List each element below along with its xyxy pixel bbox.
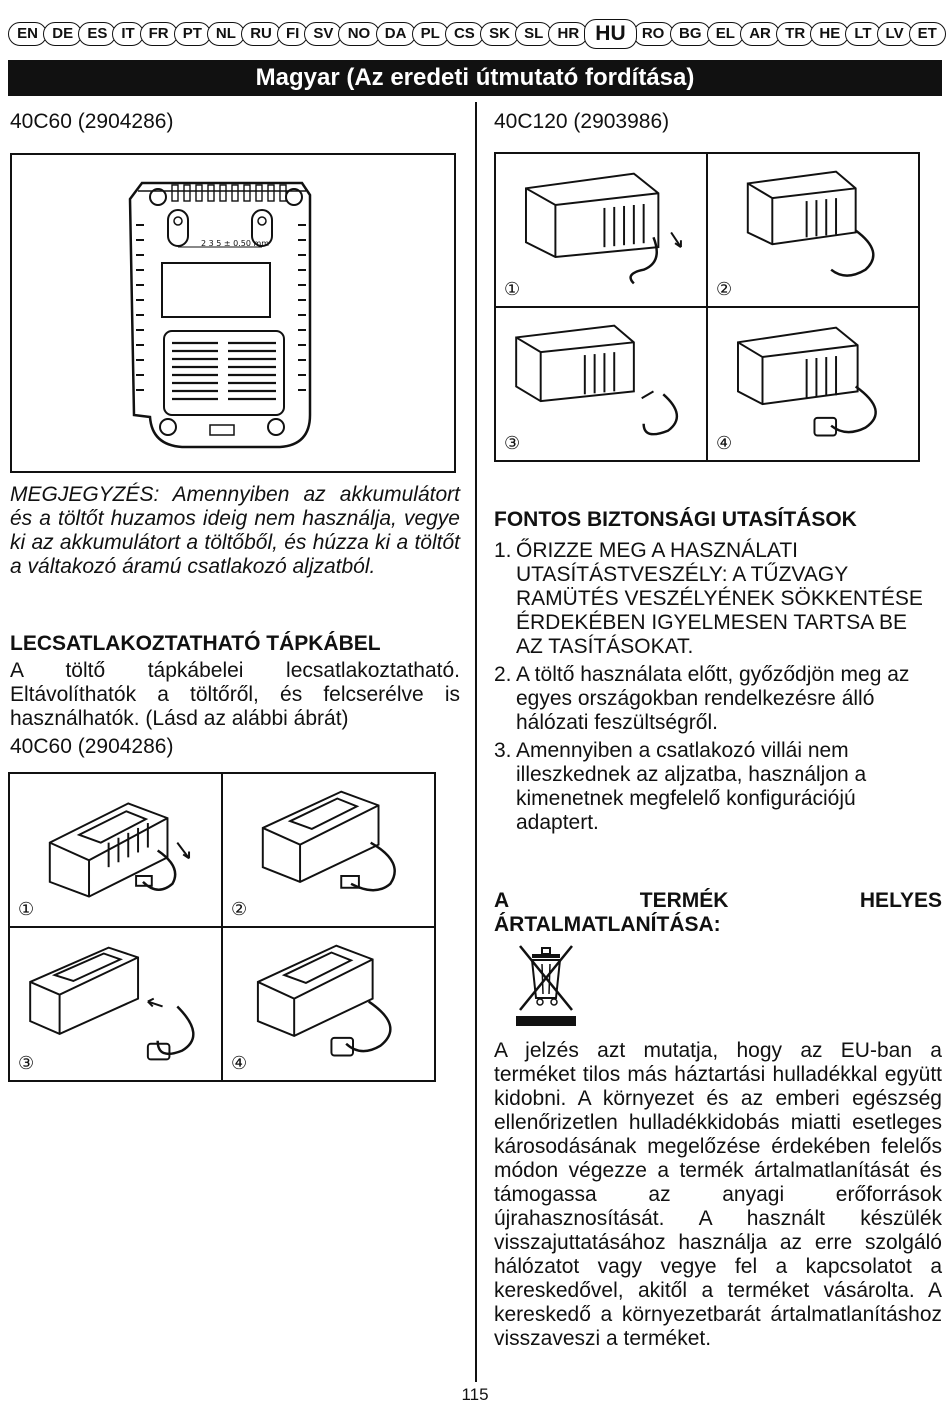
language-tab-sv[interactable]: SV	[304, 22, 342, 46]
language-tab-fi[interactable]: FI	[277, 22, 308, 46]
language-tab-es[interactable]: ES	[78, 22, 116, 46]
step-cell-1	[495, 153, 707, 307]
language-tab-fr[interactable]: FR	[140, 22, 178, 46]
language-bar	[8, 22, 942, 48]
charger-step-illustration	[223, 774, 434, 926]
list-number: 1.	[494, 539, 512, 562]
charger-step-illustration	[496, 154, 706, 306]
step-cell-4	[707, 307, 919, 461]
model-label-40c60-bottom: 40C60 (2904286)	[10, 735, 174, 758]
note-text: MEGJEGYZÉS: Amennyiben az akkumulátort és a töltőt huzamos ideig nem használja, vegye ki az akkumulátort a töltőből, és húzza ki a töltőt a váltakozó áramú csatlakozó aljzatból.	[10, 483, 460, 578]
language-tab-he[interactable]: HE	[810, 22, 849, 46]
step-cell-2	[707, 153, 919, 307]
charger-step-illustration	[10, 774, 221, 926]
language-tab-tr[interactable]: TR	[776, 22, 814, 46]
step-cell-2	[222, 773, 435, 927]
language-tab-pt[interactable]: PT	[174, 22, 211, 46]
list-number: 3.	[494, 739, 512, 762]
step-number: ③	[18, 1053, 35, 1074]
language-tab-en[interactable]: EN	[8, 22, 47, 46]
charger-step-illustration	[223, 928, 434, 1080]
model-label-40c60-top: 40C60 (2904286)	[10, 110, 174, 133]
charger-step-illustration	[708, 308, 918, 460]
safety-item-1	[494, 539, 934, 659]
language-tab-sl[interactable]: SL	[515, 22, 552, 46]
weee-bin-icon	[512, 940, 580, 1030]
disposal-text: A jelzés azt mutatja, hogy az EU-ban a terméket tilos más háztartási hulladékkal együtt kidobni. A környezet és az emberi egészség ellenőrizetlen hulladékkidobás miatti esetleges károsodásának megelőzése érdekében felelős módon végezze a termék ártalmatlanítását és támogassa az anyagi erőforrások újrahasznosítását. A használt készülék visszajuttatásához használja az erre szolgáló hálózatot vagy vegye fel a kapcsolatot a kereskedővel, akitől a terméket vásárolta. A kereskedő a környezetbarát ártalmatlanításhoz visszaveszi a terméket.	[494, 1039, 942, 1350]
language-tab-lt[interactable]: LT	[845, 22, 880, 46]
step-number: ①	[18, 899, 35, 920]
step-number: ①	[504, 279, 521, 300]
step-number: ③	[504, 433, 521, 454]
charger-step-illustration	[10, 928, 221, 1080]
charger-bottom-view-drawing	[12, 155, 454, 471]
language-tab-da[interactable]: DA	[376, 22, 416, 46]
dimension-label: 2 3 5 ± 0.50 mm	[201, 239, 270, 248]
step-number: ④	[231, 1053, 248, 1074]
language-tab-ar[interactable]: AR	[740, 22, 780, 46]
language-tab-el[interactable]: EL	[707, 22, 744, 46]
page-title: Magyar (Az eredeti útmutató fordítása)	[8, 60, 942, 96]
cable-heading: LECSATLAKOZTATHATÓ TÁPKÁBEL	[10, 632, 381, 655]
column-divider	[475, 102, 477, 1382]
page-number: 115	[461, 1385, 489, 1404]
language-tab-lv[interactable]: LV	[877, 22, 913, 46]
step-cell-3	[9, 927, 222, 1081]
safety-item-2	[494, 663, 934, 735]
safety-item-3	[494, 739, 934, 835]
list-text: A töltő használata előtt, győződjön meg az egyes országokban rendelkezésre álló hálózati feszültségről.	[516, 663, 910, 734]
step-cell-4	[222, 927, 435, 1081]
list-text: ŐRIZZE MEG A HASZNÁLATI UTASÍTÁSTVESZÉLY: A TŰZVAGY RAMÜTÉS VESZÉLYÉNEK SÖKKENTÉSE ÉRDEKÉBEN IGYELMESEN TARTSA BE AZ TASÍTÁSOKAT.	[516, 539, 923, 658]
language-tab-nl[interactable]: NL	[207, 22, 245, 46]
step-number: ②	[231, 899, 248, 920]
language-tab-ru[interactable]: RU	[241, 22, 281, 46]
language-tab-hr[interactable]: HR	[548, 22, 588, 46]
step-number: ④	[716, 433, 733, 454]
language-tab-no[interactable]: NO	[338, 22, 379, 46]
charger-step-illustration	[708, 154, 918, 306]
language-tab-hu[interactable]: HU	[584, 19, 636, 49]
step-cell-3	[495, 307, 707, 461]
language-tab-cs[interactable]: CS	[445, 22, 484, 46]
list-number: 2.	[494, 663, 512, 686]
model-label-40c120: 40C120 (2903986)	[494, 110, 670, 133]
language-tab-et[interactable]: ET	[909, 22, 946, 46]
disposal-heading-line-2: ÁRTALMATLANÍTÁSA:	[494, 913, 721, 936]
language-tab-bg[interactable]: BG	[670, 22, 711, 46]
left-steps-grid	[8, 772, 436, 1082]
language-tab-ro[interactable]: RO	[633, 22, 674, 46]
disposal-heading-line-1: A TERMÉK HELYES	[494, 889, 942, 912]
cable-text: A töltő tápkábelei lecsatlakoztatható. Eltávolíthatók a töltőről, és felcserélve is használhatók. (Lásd az alábbi ábrát)	[10, 659, 460, 730]
step-number: ②	[716, 279, 733, 300]
language-tab-sk[interactable]: SK	[480, 22, 519, 46]
right-steps-grid	[494, 152, 920, 462]
charger-bottom-view-figure	[10, 153, 456, 473]
safety-list	[494, 539, 934, 839]
charger-step-illustration	[496, 308, 706, 460]
language-tab-pl[interactable]: PL	[412, 22, 449, 46]
step-cell-1	[9, 773, 222, 927]
language-tab-it[interactable]: IT	[112, 22, 143, 46]
list-text: Amennyiben a csatlakozó villái nem illeszkednek az aljzatba, használjon a kimenetnek megfelelő konfigurációjú adaptert.	[516, 739, 867, 834]
language-tab-de[interactable]: DE	[43, 22, 82, 46]
safety-heading: FONTOS BIZTONSÁGI UTASÍTÁSOK	[494, 508, 857, 531]
